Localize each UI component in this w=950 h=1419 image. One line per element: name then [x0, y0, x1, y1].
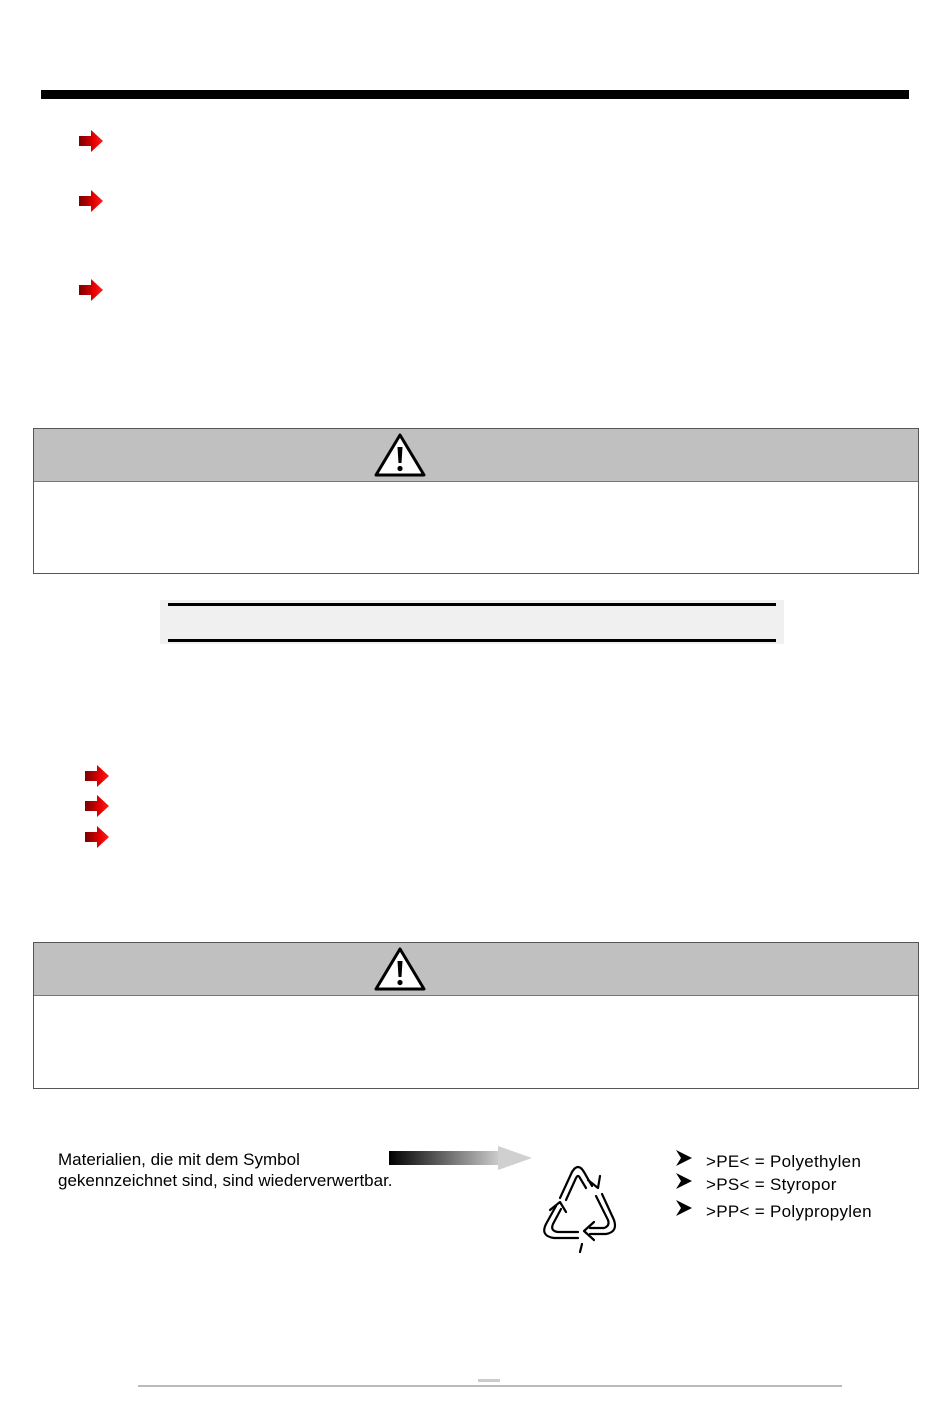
plastic-label: >PE< = Polyethylen	[706, 1152, 862, 1171]
list-item	[672, 1149, 861, 1172]
header-rule	[41, 90, 909, 99]
plastic-label: >PS< = Styropor	[706, 1175, 837, 1194]
red-arrow-icon	[78, 129, 104, 153]
recycling-symbol-icon	[538, 1158, 618, 1254]
red-arrow-icon	[78, 278, 104, 302]
chevron-right-icon	[672, 1149, 696, 1167]
warning-header	[34, 943, 918, 996]
section-rule-bottom	[168, 639, 776, 642]
gradient-arrow-icon	[388, 1146, 534, 1170]
warning-header	[34, 429, 918, 482]
recycling-note-line2: gekennzeichnet sind, sind wiederverwertbar.	[58, 1171, 393, 1190]
warning-triangle-icon	[373, 946, 427, 992]
warning-box	[33, 942, 919, 1089]
list-item	[672, 1172, 837, 1195]
red-arrow-icon	[84, 794, 110, 818]
recycling-note	[58, 1149, 393, 1191]
red-arrow-icon	[84, 825, 110, 849]
page-number-mark	[478, 1379, 500, 1382]
warning-triangle-icon	[373, 432, 427, 478]
plastic-label: >PP< = Polypropylen	[706, 1202, 872, 1221]
red-arrow-icon	[84, 764, 110, 788]
recycling-note-line1: Materialien, die mit dem Symbol	[58, 1150, 300, 1169]
red-arrow-icon	[78, 189, 104, 213]
warning-box	[33, 428, 919, 574]
list-item	[672, 1199, 872, 1222]
section-rule-top	[168, 603, 776, 606]
footer-rule	[138, 1385, 842, 1387]
chevron-right-icon	[672, 1172, 696, 1190]
chevron-right-icon	[672, 1199, 696, 1217]
section-heading-bar	[160, 600, 784, 644]
